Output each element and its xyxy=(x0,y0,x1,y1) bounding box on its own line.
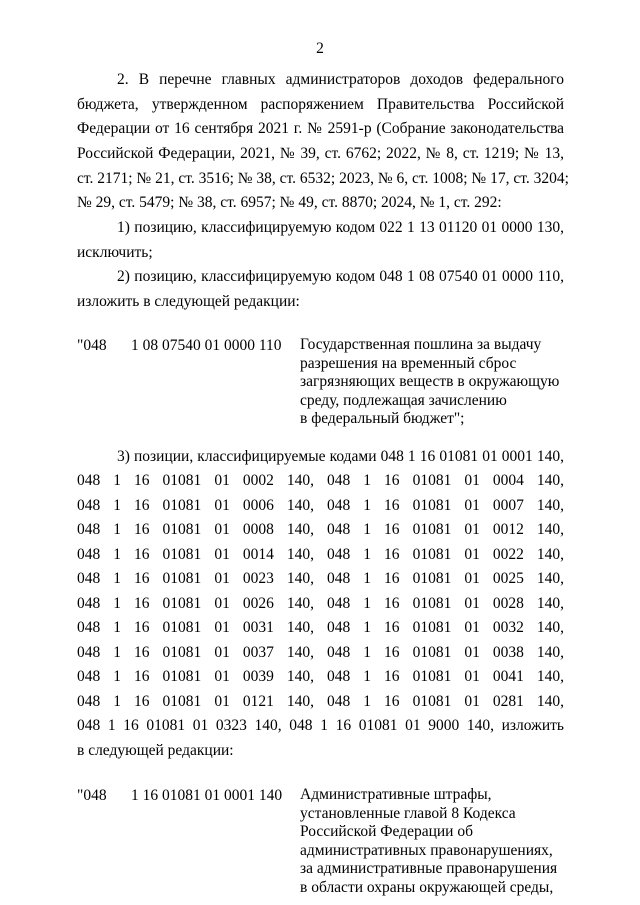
table2-name-line: Российской Федерации об xyxy=(300,823,473,840)
table2-income-name xyxy=(300,786,557,897)
item1-line: исключить; xyxy=(77,244,153,261)
item3-line: 048 1 16 01081 01 0121 140, 048 1 16 01081 01 0281 140, xyxy=(77,693,564,710)
item3-line: 048 1 16 01081 01 0037 140, 048 1 16 01081 01 0038 140, xyxy=(77,644,564,661)
table2-name-line: административных правонарушениях, xyxy=(300,841,553,859)
table1-name-line: разрешения на временный сброс xyxy=(300,354,517,372)
table1-name-line: загрязняющих веществ в окружающую xyxy=(300,373,560,390)
table2-kbk-code: 1 16 01081 01 0001 140 xyxy=(131,787,283,804)
table1-income-name xyxy=(300,336,559,429)
item3-line: 048 1 16 01081 01 0323 140, 048 1 16 01081 01 9000 140, изложить xyxy=(77,717,564,734)
item3-line: 048 1 16 01081 01 0026 140, 048 1 16 01081 01 0028 140, xyxy=(77,595,564,612)
item2-line: изложить в следующей редакции: xyxy=(77,293,300,310)
item3-line: 048 1 16 01081 01 0023 140, 048 1 16 01081 01 0025 140, xyxy=(77,570,564,587)
table1-name-line: Государственная пошлина за выдачу xyxy=(300,336,542,353)
table2-admin-code: "048 xyxy=(77,787,107,804)
item3-line: 048 1 16 01081 01 0014 140, 048 1 16 01081 01 0022 140, xyxy=(77,546,564,563)
table1-name-line: в федеральный бюджет"; xyxy=(300,410,465,427)
item3-line: 048 1 16 01081 01 0039 140, 048 1 16 01081 01 0041 140, xyxy=(77,668,564,685)
paragraph2-line: № 29, ст. 5479; № 38, ст. 6957; № 49, ст. 8870; 2024, № 1, ст. 292: xyxy=(77,194,502,211)
item3-line: 3) позиции, классифицируемые кодами 048 1 16 01081 01 0001 140, xyxy=(117,448,564,465)
item3-line: 048 1 16 01081 01 0002 140, 048 1 16 01081 01 0004 140, xyxy=(77,472,564,489)
table2-name-line: за административные правонарушения xyxy=(300,860,558,877)
table1-kbk-code: 1 08 07540 01 0000 110 xyxy=(131,337,282,354)
item3-line: 048 1 16 01081 01 0006 140, 048 1 16 01081 01 0007 140, xyxy=(77,497,564,514)
paragraph2-line: Российской Федерации, 2021, № 39, ст. 6762; 2022, № 8, ст. 1219; № 13, xyxy=(77,145,564,162)
paragraph2-line: бюджета, утвержденном распоряжением Правительства Российской xyxy=(77,96,564,113)
item3-line: в следующей редакции: xyxy=(77,742,234,759)
table1-admin-code: "048 xyxy=(77,337,107,354)
table2-name-line: Административные штрафы, xyxy=(300,786,492,803)
page-number: 2 xyxy=(316,40,324,57)
table1-name-line: среду, подлежащая зачислению xyxy=(300,391,507,409)
table2-name-line: установленные главой 8 Кодекса xyxy=(300,804,516,822)
item3-line: 048 1 16 01081 01 0031 140, 048 1 16 01081 01 0032 140, xyxy=(77,619,564,636)
paragraph2-line: ст. 2171; № 21, ст. 3516; № 38, ст. 6532; 2023, № 6, ст. 1008; № 17, ст. 3204; xyxy=(77,170,569,187)
paragraph2-line: 2. В перечне главных администраторов доходов федерального xyxy=(117,71,564,88)
paragraph2-line: Федерации от 16 сентября 2021 г. № 2591-р (Собрание законодательства xyxy=(77,120,564,137)
item1-line: 1) позицию, классифицируемую кодом 022 1 13 01120 01 0000 130, xyxy=(117,219,564,236)
item2-line: 2) позицию, классифицируемую кодом 048 1 08 07540 01 0000 110, xyxy=(117,268,564,285)
item3-line: 048 1 16 01081 01 0008 140, 048 1 16 01081 01 0012 140, xyxy=(77,521,564,538)
table2-name-line: в области охраны окружающей среды, xyxy=(300,878,554,896)
